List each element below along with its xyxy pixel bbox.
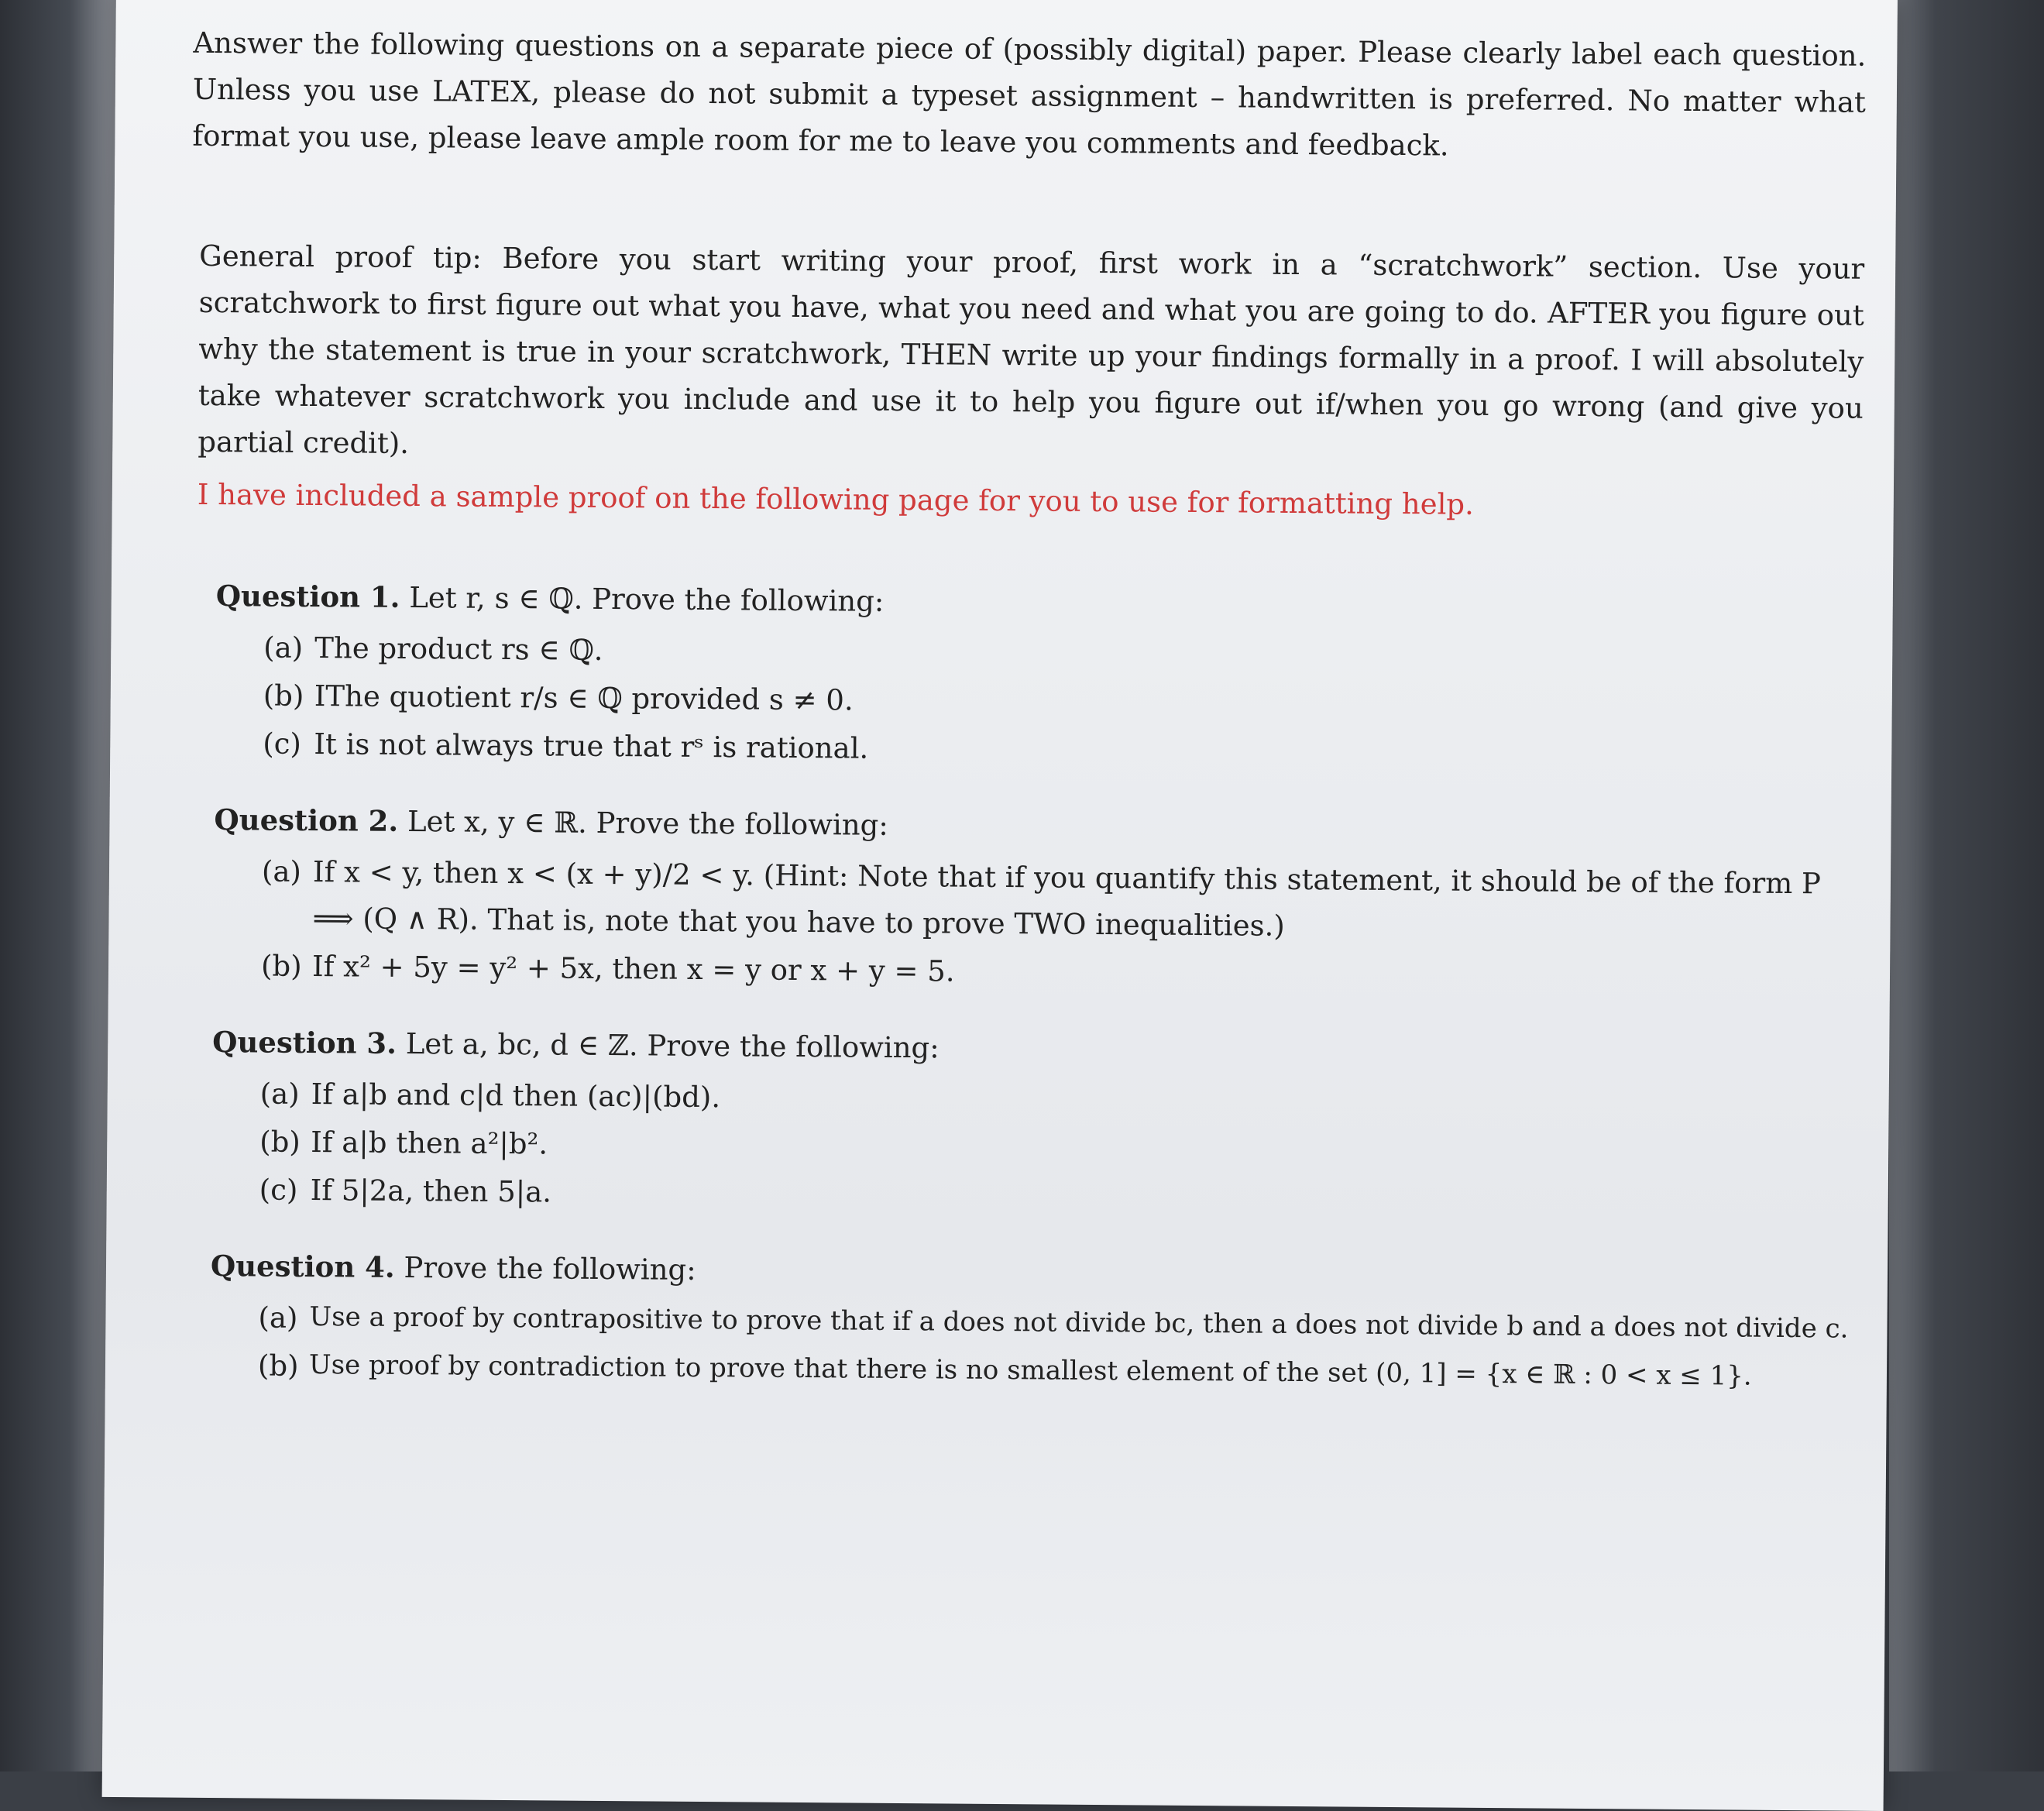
part-text: Use proof by contradiction to prove that there is no smallest element of the set (0, 1] = {x ∈ ℝ : 0 < x ≤ 1}. bbox=[308, 1349, 1752, 1392]
question-lead: Let a, bc, d ∈ ℤ. Prove the following: bbox=[405, 1026, 940, 1065]
question-parts bbox=[213, 848, 1860, 1002]
monitor-bezel-left bbox=[0, 0, 116, 1771]
question-3 bbox=[211, 1019, 1859, 1226]
question-header bbox=[214, 796, 1860, 857]
part-label: (c) bbox=[259, 1173, 298, 1207]
question-header bbox=[211, 1242, 1857, 1303]
document-page bbox=[102, 0, 1898, 1811]
part-label: (b) bbox=[259, 1125, 301, 1159]
part-label: (b) bbox=[260, 949, 302, 983]
question-2 bbox=[213, 796, 1860, 1002]
question-label: Question 4. bbox=[210, 1249, 395, 1284]
part-text: If a|b then a²|b². bbox=[311, 1125, 548, 1161]
question-1 bbox=[215, 572, 1862, 780]
document-content bbox=[182, 20, 1866, 1431]
part-label: (a) bbox=[258, 1301, 298, 1335]
part-text: If a|b and c|d then (ac)|(bd). bbox=[311, 1077, 721, 1115]
sample-proof-note: I have included a sample proof on the following page for you to use for formatting help. bbox=[197, 477, 1475, 521]
part-text: Use a proof by contrapositive to prove that if a does not divide bc, then a does not divide b and a does not divide c. bbox=[309, 1301, 1849, 1345]
part-label: (a) bbox=[261, 854, 302, 888]
part-text: If 5|2a, then 5|a. bbox=[310, 1174, 552, 1209]
question-parts bbox=[211, 1070, 1858, 1226]
part-label: (b) bbox=[257, 1349, 299, 1383]
part-label: (a) bbox=[259, 1077, 300, 1111]
intro-paragraph: Answer the following questions on a separate piece of (possibly digital) paper. Please clearly label each question. Unless you use LATEX, please do not submit a typeset assignment – handwritten is preferred. No matter what format you use, please leave ample room for me to leave you comments and feedback. bbox=[192, 26, 1867, 163]
question-label: Question 1. bbox=[215, 579, 400, 614]
question-part bbox=[261, 849, 1860, 954]
question-header bbox=[216, 572, 1862, 633]
part-text: IThe quotient r/s ∈ ℚ provided s ≠ 0. bbox=[314, 679, 854, 717]
question-lead: Prove the following: bbox=[404, 1250, 696, 1287]
part-text: The product rs ∈ ℚ. bbox=[314, 631, 603, 667]
part-label: (b) bbox=[263, 679, 304, 713]
part-label: (c) bbox=[263, 727, 302, 761]
question-4 bbox=[210, 1242, 1857, 1402]
question-lead: Let x, y ∈ ℝ. Prove the following: bbox=[407, 804, 888, 842]
question-label: Question 2. bbox=[214, 802, 399, 838]
part-text: It is not always true that rˢ is rational. bbox=[314, 727, 869, 765]
question-parts bbox=[215, 624, 1861, 780]
part-label: (a) bbox=[263, 631, 304, 665]
question-parts bbox=[210, 1294, 1857, 1402]
question-header bbox=[212, 1019, 1858, 1079]
question-label: Question 3. bbox=[212, 1025, 397, 1060]
proof-tip-paragraph: General proof tip: Before you start writing your proof, first work in a “scratchwork” section. Use your scratchwork to first figure out what you have, what you need and what you are going to do. AFTER you figure out why the statement is true in your scratchwork, THEN write up your findings formally in a proof. I will absolutely take whatever scratchwork you include and use it to help you figure out if/when you go wrong (and give you partial credit). bbox=[198, 239, 1865, 460]
part-text: If x < y, then x < (x + y)/2 < y. (Hint: Note that if you quantify this statement, it should be of the form P ⟹ (Q ∧ R). That is, note that you have to prove TWO inequalities.) bbox=[312, 855, 1822, 943]
monitor-bezel-right bbox=[1889, 0, 2044, 1771]
question-lead: Let r, s ∈ ℚ. Prove the following: bbox=[409, 580, 885, 618]
part-text: If x² + 5y = y² + 5x, then x = y or x + y = 5. bbox=[311, 950, 955, 988]
